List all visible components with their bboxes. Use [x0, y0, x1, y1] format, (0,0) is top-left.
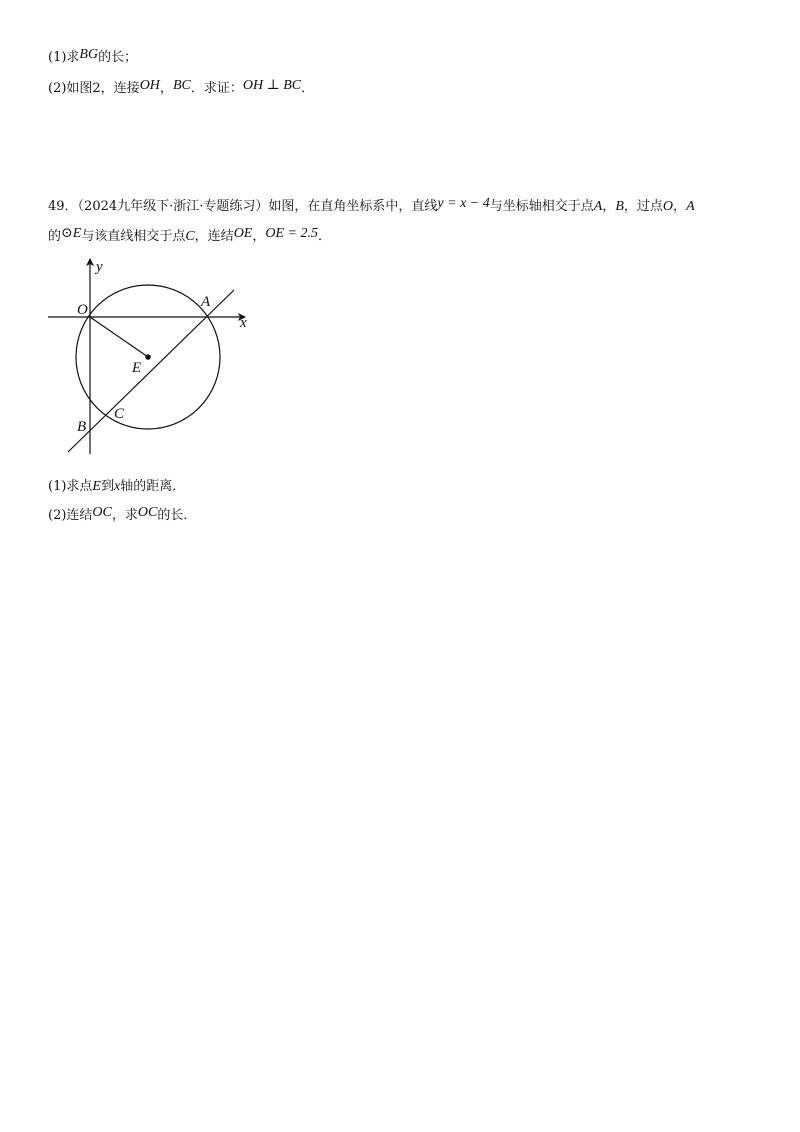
geometry-figure: [44, 254, 264, 460]
point-b-ref: B: [615, 199, 624, 214]
sub-question-2: [48, 506, 196, 526]
given-length: OE = 2.5: [265, 226, 318, 241]
sub-question-1-prefix: (1)求点: [48, 479, 93, 494]
prev-part-1-suffix: 的长；: [98, 50, 138, 65]
segment-oc: OC: [92, 505, 112, 520]
point-e-ref: E: [92, 479, 101, 494]
prev-part-1: [48, 48, 137, 68]
separator: ，: [673, 199, 687, 214]
question-number: 49．: [48, 199, 78, 214]
y-axis-label: y: [96, 259, 103, 275]
question-stem-line-2: [48, 227, 331, 247]
point-a-label: A: [201, 294, 211, 310]
point-a-ref: A: [686, 199, 695, 214]
segment-oh: OH: [139, 78, 160, 93]
stem-text: 与坐标轴相交于点: [489, 199, 594, 214]
perpendicular-statement: OH ⊥ BC: [242, 78, 302, 93]
period: ．: [317, 229, 331, 244]
line-ab: [68, 290, 234, 452]
prev-part-2: [48, 79, 314, 99]
prev-part-2-mid: ．求证：: [190, 81, 243, 96]
stem-text: 的: [48, 229, 62, 244]
sub-question-1-suffix: 轴的距离．: [120, 479, 186, 494]
point-e-label: E: [132, 360, 142, 376]
x-axis-ref: x: [114, 479, 121, 494]
sub-question-2-suffix: 的长．: [157, 508, 197, 523]
point-a-ref: A: [593, 199, 603, 214]
prev-part-2-prefix: (2)如图2，连接: [48, 81, 140, 96]
point-c-label: C: [114, 406, 125, 422]
question-stem-line-1: [48, 197, 695, 217]
sub-question-2-prefix: (2)连结: [48, 508, 93, 523]
stem-text: ，连结: [194, 229, 234, 244]
separator: ，: [159, 81, 173, 96]
point-e-dot: [145, 354, 151, 360]
point-o-ref: O: [662, 199, 674, 214]
origin-label: O: [77, 302, 88, 318]
sub-question-2-mid: ，求: [111, 508, 138, 523]
line-equation: y = x − 4: [437, 196, 490, 211]
stem-text: ，过点: [623, 199, 663, 214]
separator: ，: [602, 199, 616, 214]
prev-part-1-prefix: (1)求: [48, 50, 80, 65]
segment-oe: OE: [233, 226, 253, 241]
question-source: （2024九年级下·浙江·专题练习）: [77, 199, 269, 214]
segment-oe-line: [90, 317, 148, 357]
stem-text: 如图，在直角坐标系中，直线: [268, 199, 438, 214]
segment-bc: BC: [172, 78, 191, 93]
stem-text: 与该直线相交于点: [81, 229, 186, 244]
sub-question-1-mid: 到: [100, 479, 114, 494]
x-axis-label: x: [240, 315, 247, 331]
segment-oc: OC: [137, 505, 158, 520]
figure-svg: [44, 254, 264, 460]
point-c-ref: C: [185, 229, 195, 244]
circle-e-ref: ⊙E: [61, 226, 82, 241]
point-b-label: B: [77, 419, 87, 435]
separator: ，: [252, 229, 266, 244]
segment-bg: BG: [79, 47, 99, 62]
sub-question-1: [48, 477, 185, 497]
period: ．: [301, 81, 315, 96]
